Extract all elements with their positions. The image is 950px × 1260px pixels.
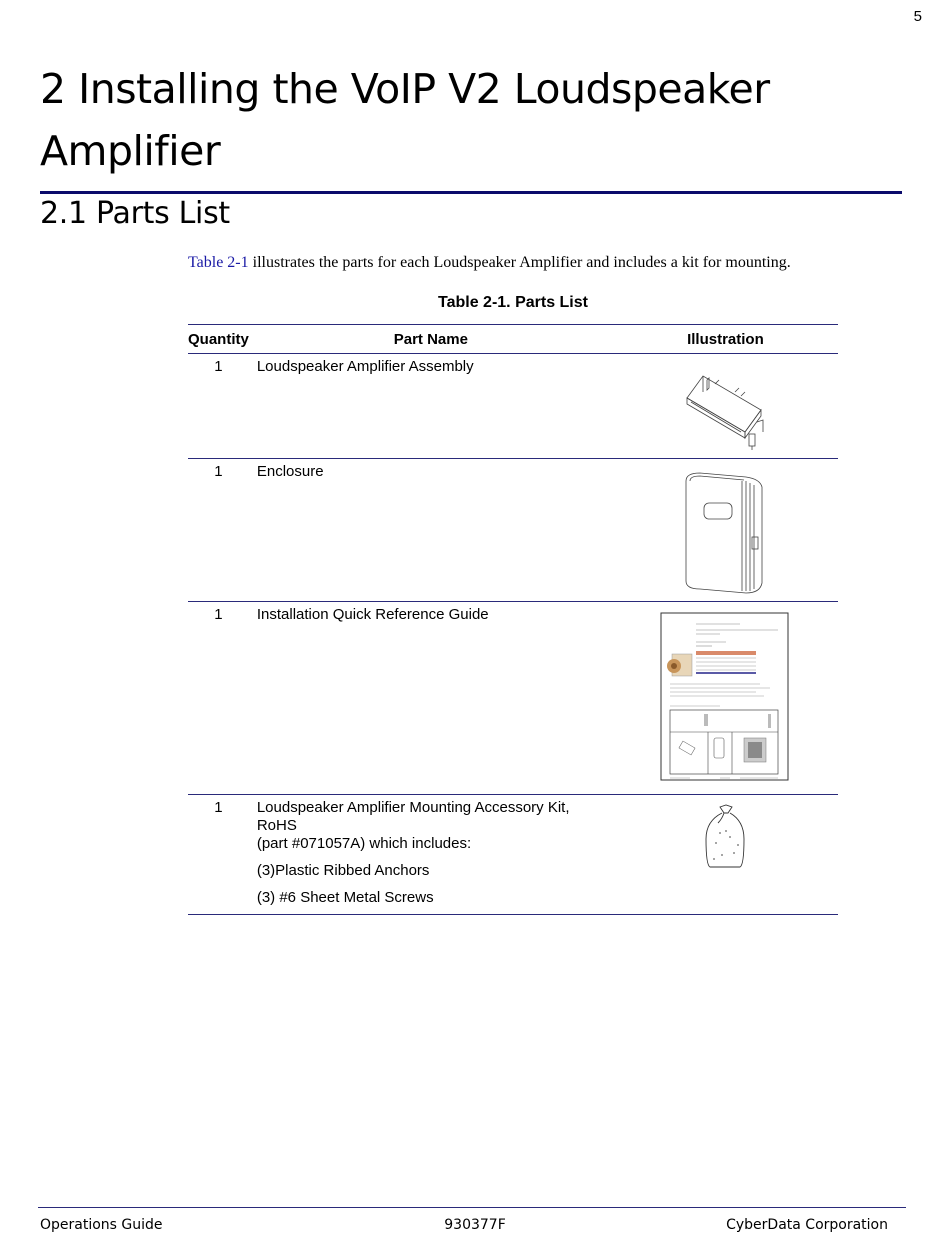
table-caption: Table 2-1. Parts List — [438, 294, 588, 311]
kit-item: (3)Plastic Ribbed Anchors — [256, 862, 430, 879]
row-quantity: 1 — [188, 795, 249, 915]
page-number: 5 — [913, 8, 922, 25]
row-quantity: 1 — [188, 459, 249, 602]
parts-table — [188, 324, 838, 915]
chapter-title: 2 Installing the VoIP V2 Loudspeaker Amplifier — [40, 65, 770, 175]
kit-item: (3) #6 Sheet Metal Screws — [256, 889, 434, 906]
quick-reference-guide-illustration — [660, 612, 790, 782]
table-row — [188, 602, 838, 795]
footer-rule — [38, 1207, 906, 1208]
row-part-name: Enclosure — [249, 459, 613, 602]
intro-text: illustrates the parts for each Loudspeaker Amplifier and includes a kit for mounting. — [248, 254, 791, 271]
table-reference-link[interactable]: Table 2-1 — [188, 254, 249, 271]
table-row — [188, 459, 838, 602]
row-part-name — [249, 795, 613, 915]
section-title: 2.1 Parts List — [40, 196, 230, 231]
row-quantity: 1 — [188, 354, 249, 459]
table-header-row — [188, 325, 838, 354]
table-row — [188, 795, 838, 915]
row-part-name: Loudspeaker Amplifier Assembly — [249, 354, 613, 459]
row-quantity: 1 — [188, 602, 249, 795]
kit-name-line: RoHS — [256, 817, 297, 834]
row-illustration — [613, 459, 838, 602]
header-illustration: Illustration — [613, 325, 838, 354]
header-part-name: Part Name — [249, 325, 613, 354]
accessory-bag-illustration — [700, 803, 750, 873]
enclosure-illustration — [680, 471, 770, 597]
header-quantity: Quantity — [188, 325, 249, 354]
table-row — [188, 354, 838, 459]
footer-document-title: Operations Guide — [40, 1217, 163, 1233]
row-part-name: Installation Quick Reference Guide — [249, 602, 613, 795]
row-illustration — [613, 602, 838, 795]
footer-document-number: 930377F — [444, 1217, 506, 1233]
title-rule — [40, 191, 902, 194]
row-illustration — [613, 795, 838, 915]
footer-company: CyberData Corporation — [726, 1217, 888, 1233]
amplifier-assembly-illustration — [675, 362, 775, 450]
kit-name-line: Loudspeaker Amplifier Mounting Accessory Kit, — [256, 799, 570, 816]
row-illustration — [613, 354, 838, 459]
kit-part-number: (part #071057A) which includes: — [256, 835, 472, 852]
intro-paragraph — [188, 254, 908, 272]
